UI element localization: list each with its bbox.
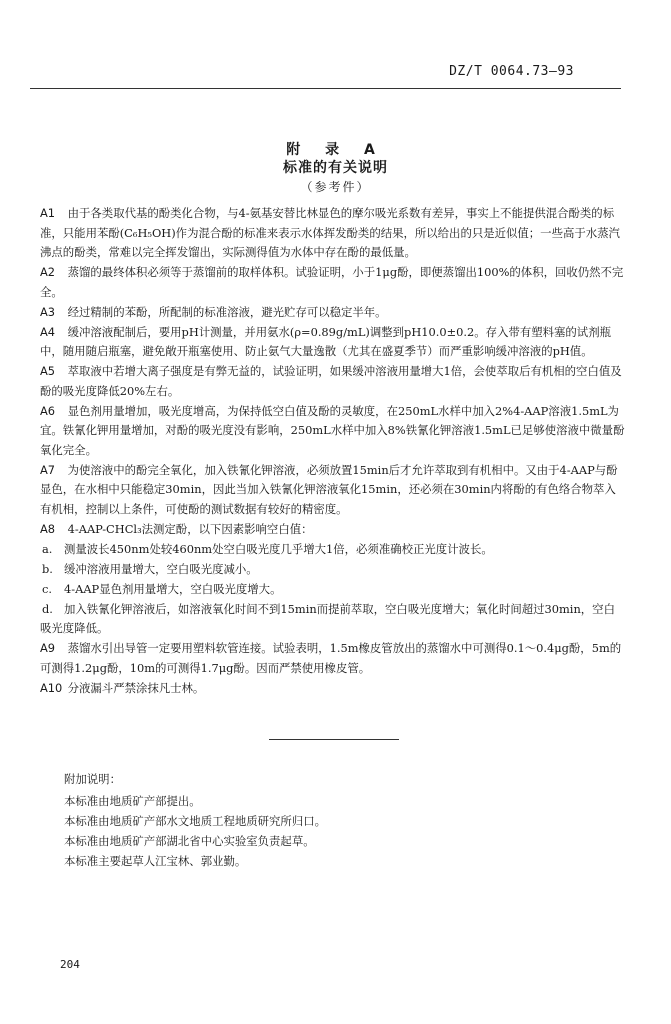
item-label: A2 [40,265,56,279]
item-a5 [40,362,625,401]
item-a6 [40,402,625,461]
item-label: A7 [40,462,56,477]
end-divider [269,739,399,740]
item-a1 [40,204,625,263]
subitem-text: 加入铁氰化钾溶液后，如溶液氧化时间不到15min而提前萃取，空白吸光度增大；氧化时间超过30min，空白吸光度降低。 [40,601,615,635]
header-divider [30,88,621,89]
item-text: 由于各类取代基的酚类化合物，与4-氨基安替比林显色的摩尔吸光系数有差异，事实上不能提供混合酚类的标准，只能用苯酚(C₆H₅OH)作为混合酚的标准来表示水体挥发酚类的结果，所以给出的只是近似值；一些高于水蒸汽沸点的酚类，常难以完全挥发馏出，实际测得值为水体中存在酚的最低量。 [40,206,620,259]
subitem-d [40,600,625,639]
subitem-label: d. [42,601,53,616]
item-text: 显色剂用量增加，吸光度增高，为保持低空白值及酚的灵敏度，在250mL水样中加入2%4-AAP溶液1.5mL为宜。铁氰化钾用量增加，对酚的吸光度没有影响，250mL水样中加入8%铁氰化钾溶液1.5mL已足够使溶液中微量酚氧化完全。 [40,403,625,457]
item-text: 经过精制的苯酚，所配制的标准溶液，避光贮存可以稳定半年。 [67,304,387,319]
item-label: A1 [40,206,56,220]
appendix-note: （参考件） [300,180,371,194]
item-text: 蒸馏的最终体积必须等于蒸馏前的取样体积。试验证明，小于1μg酚，即便蒸馏出100%的体积，回收仍然不完全。 [40,265,624,299]
notes-line: 本标准主要起草人江宝林、郭业勤。 [64,854,247,868]
item-text: 蒸馏水引出导管一定要用塑料软管连接。试验表明，1.5m橡皮管放出的蒸馏水中可测得0.1～0.4μg酚，5m的可测得1.2μg酚，10m的可测得1.7μg酚。因而严禁使用橡皮管。 [40,641,622,675]
additional-notes [64,769,624,871]
item-label: A8 [40,521,56,536]
item-label: A6 [40,403,56,418]
item-text: 缓冲溶液配制后，要用pH计测量，并用氨水(ρ=0.89g/mL)调整到pH10.0±0.2。存入带有塑料塞的试剂瓶中，随用随启瓶塞，避免敞开瓶塞使用、防止氨气大量逸散（尤其在盛夏季节）而严重影响缓冲溶液的pH值。 [40,324,611,358]
subitem-label: c. [42,581,53,596]
subitem-a [40,540,625,560]
appendix-title: 附 录 A [286,142,385,158]
item-a2 [40,263,625,302]
subitem-text: 缓冲溶液用量增大，空白吸光度减小。 [64,561,258,576]
appendix-body [40,204,625,699]
notes-line: 本标准由地质矿产部湖北省中心实验室负责起草。 [64,834,315,848]
item-text: 分液漏斗严禁涂抹凡士林。 [67,680,205,695]
item-a3 [40,303,625,323]
notes-title: 附加说明： [64,772,121,786]
subitem-c [40,580,625,600]
page-number: 204 [60,958,80,971]
item-a10 [40,679,625,699]
item-label: A5 [40,364,56,378]
item-a7 [40,461,625,520]
item-text: 萃取液中若增大离子强度是有弊无益的，试验证明，如果缓冲溶液用量增大1倍，会使萃取后有机相的空白值及酚的吸光度降低20%左右。 [40,364,622,398]
item-label: A10 [40,680,63,695]
item-a8 [40,520,625,540]
subitem-label: a. [42,541,53,556]
item-label: A4 [40,324,56,339]
notes-line: 本标准由地质矿产部水文地质工程地质研究所归口。 [64,814,326,828]
appendix-subtitle: 标准的有关说明 [283,160,388,176]
item-text: 4-AAP-CHCl₃法测定酚，以下因素影响空白值： [67,521,313,536]
item-text: 为使溶液中的酚完全氧化，加入铁氰化钾溶液，必须放置15min后才允许萃取到有机相中。又由于4-AAP与酚显色，在水相中只能稳定30min，因此当加入铁氰化钾溶液氧化15min，还必须在30min内将酚的有色络合物萃入有机相，控制以上条件，可使酚的测试数据有较好的精密度。 [40,462,618,516]
item-label: A3 [40,304,56,319]
subitem-text: 4-AAP显色剂用量增大，空白吸光度增大。 [64,581,282,596]
subitem-b [40,560,625,580]
subitem-text: 测量波长450nm处较460nm处空白吸光度几乎增大1倍，必须准确校正光度计波长。 [64,541,493,556]
item-a4 [40,323,625,362]
item-a9 [40,639,625,678]
notes-line: 本标准由地质矿产部提出。 [64,794,201,808]
standard-code: DZ/T 0064.73—93 [449,64,574,79]
subitem-label: b. [42,561,53,576]
item-label: A9 [40,641,56,655]
